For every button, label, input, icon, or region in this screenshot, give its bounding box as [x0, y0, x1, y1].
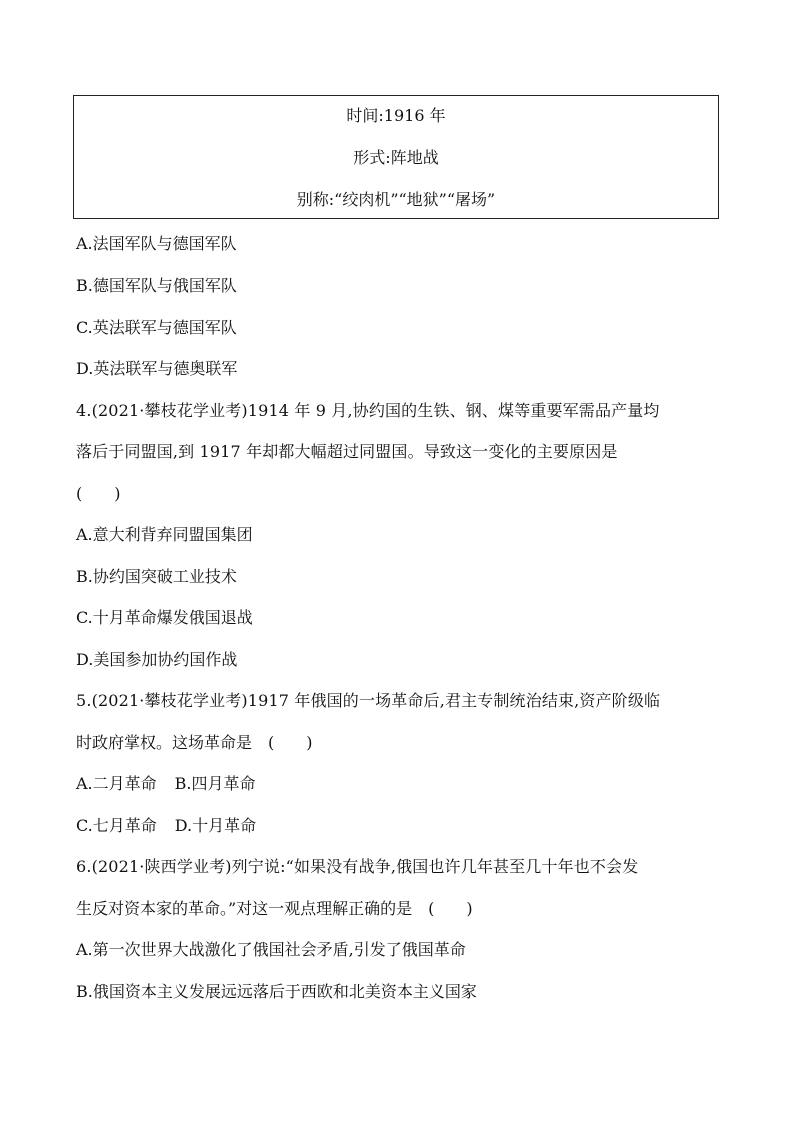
info-form: 形式:阵地战: [353, 148, 439, 167]
q4-stem-line-2: 落后于同盟国,到 1917 年却都大幅超过同盟国。导致这一变化的主要原因是: [76, 442, 618, 461]
q4-answer-blank: ( ): [76, 484, 121, 503]
q6-stem-line-2: 生反对资本家的革命。”对这一观点理解正确的是 ( ): [76, 899, 473, 918]
q3-option-d: D.英法联军与德奥联军: [76, 359, 238, 378]
q6-stem-line-1: 6.(2021·陕西学业考)列宁说:“如果没有战争,俄国也许几年甚至几十年也不会发: [76, 857, 639, 876]
q3-option-b: B.德国军队与俄国军队: [76, 276, 237, 295]
q3-option-c: C.英法联军与德国军队: [76, 318, 237, 337]
q5-option-c: C.七月革命: [76, 816, 157, 835]
q4-option-c: C.十月革命爆发俄国退战: [76, 608, 253, 627]
battle-info-box: [73, 95, 719, 219]
q3-option-a: A.法国军队与德国军队: [76, 234, 237, 253]
q5-option-a: A.二月革命: [76, 774, 157, 793]
q5-stem-line-1: 5.(2021·攀枝花学业考)1917 年俄国的一场革命后,君主专制统治结束,资产阶级临: [76, 691, 661, 710]
q4-option-d: D.美国参加协约国作战: [76, 650, 238, 669]
q5-option-b: B.四月革命: [174, 774, 256, 793]
q4-option-a: A.意大利背弃同盟国集团: [76, 525, 253, 544]
q6-option-a: A.第一次世界大战激化了俄国社会矛盾,引发了俄国革命: [76, 940, 466, 959]
q5-stem-line-2: 时政府掌权。这场革命是 ( ): [76, 733, 313, 752]
q4-option-b: B.协约国突破工业技术: [76, 567, 237, 586]
q5-options-row-1: [76, 774, 256, 794]
info-time: 时间:1916 年: [346, 106, 446, 125]
q5-option-d: D.十月革命: [174, 816, 257, 835]
q5-options-row-2: [76, 816, 256, 836]
q4-stem-line-1: 4.(2021·攀枝花学业考)1914 年 9 月,协约国的生铁、钢、煤等重要军需品产量均: [76, 401, 660, 420]
q6-option-b: B.俄国资本主义发展远远落后于西欧和北美资本主义国家: [76, 982, 477, 1001]
info-alias: 别称:“绞肉机”“地狱”“屠场”: [296, 190, 496, 209]
